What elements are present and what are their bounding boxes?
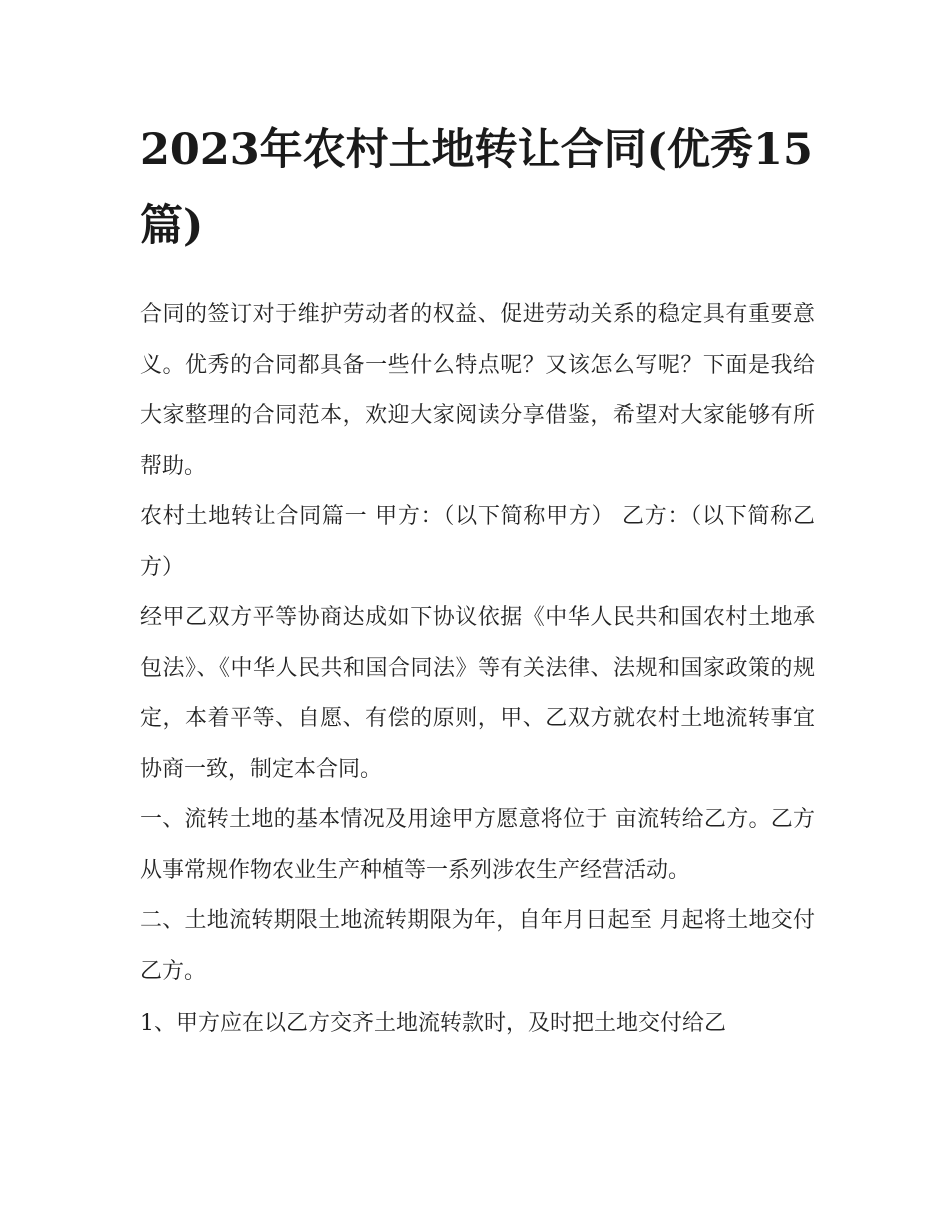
document-title: 2023年农村土地转让合同(优秀15篇) [140,125,813,251]
paragraph-basis: 经甲乙双方平等协商达成如下协议依据《中华人民共和国农村土地承包法》、《中华人民共和国合同法》等有关法律、法规和国家政策的规定，本着平等、自愿、有偿的原则，甲、乙双方就农村土地流转事宜协商一致，制定本合同。 [140,605,815,782]
paragraph-parties: 农村土地转让合同篇一 甲方：（以下简称甲方） 乙方：（以下简称乙方） [140,504,815,580]
paragraph-clause-1: 一、流转土地的基本情况及用途甲方愿意将位于 亩流转给乙方。乙方从事常规作物农业生产种植等一系列涉农生产经营活动。 [140,807,815,883]
paragraph-clause-2-1: 1、甲方应在以乙方交齐土地流转款时，及时把土地交付给乙 [140,1011,726,1036]
paragraph-intro: 合同的签订对于维护劳动者的权益、促进劳动关系的稳定具有重要意义。优秀的合同都具备一些什么特点呢？又该怎么写呢？下面是我给大家整理的合同范本，欢迎大家阅读分享借鉴，希望对大家能够有所帮助。 [140,302,815,479]
paragraph-clause-2: 二、土地流转期限土地流转期限为年，自年月日起至 月起将土地交付乙方。 [140,908,815,984]
document-body [140,112,815,1050]
